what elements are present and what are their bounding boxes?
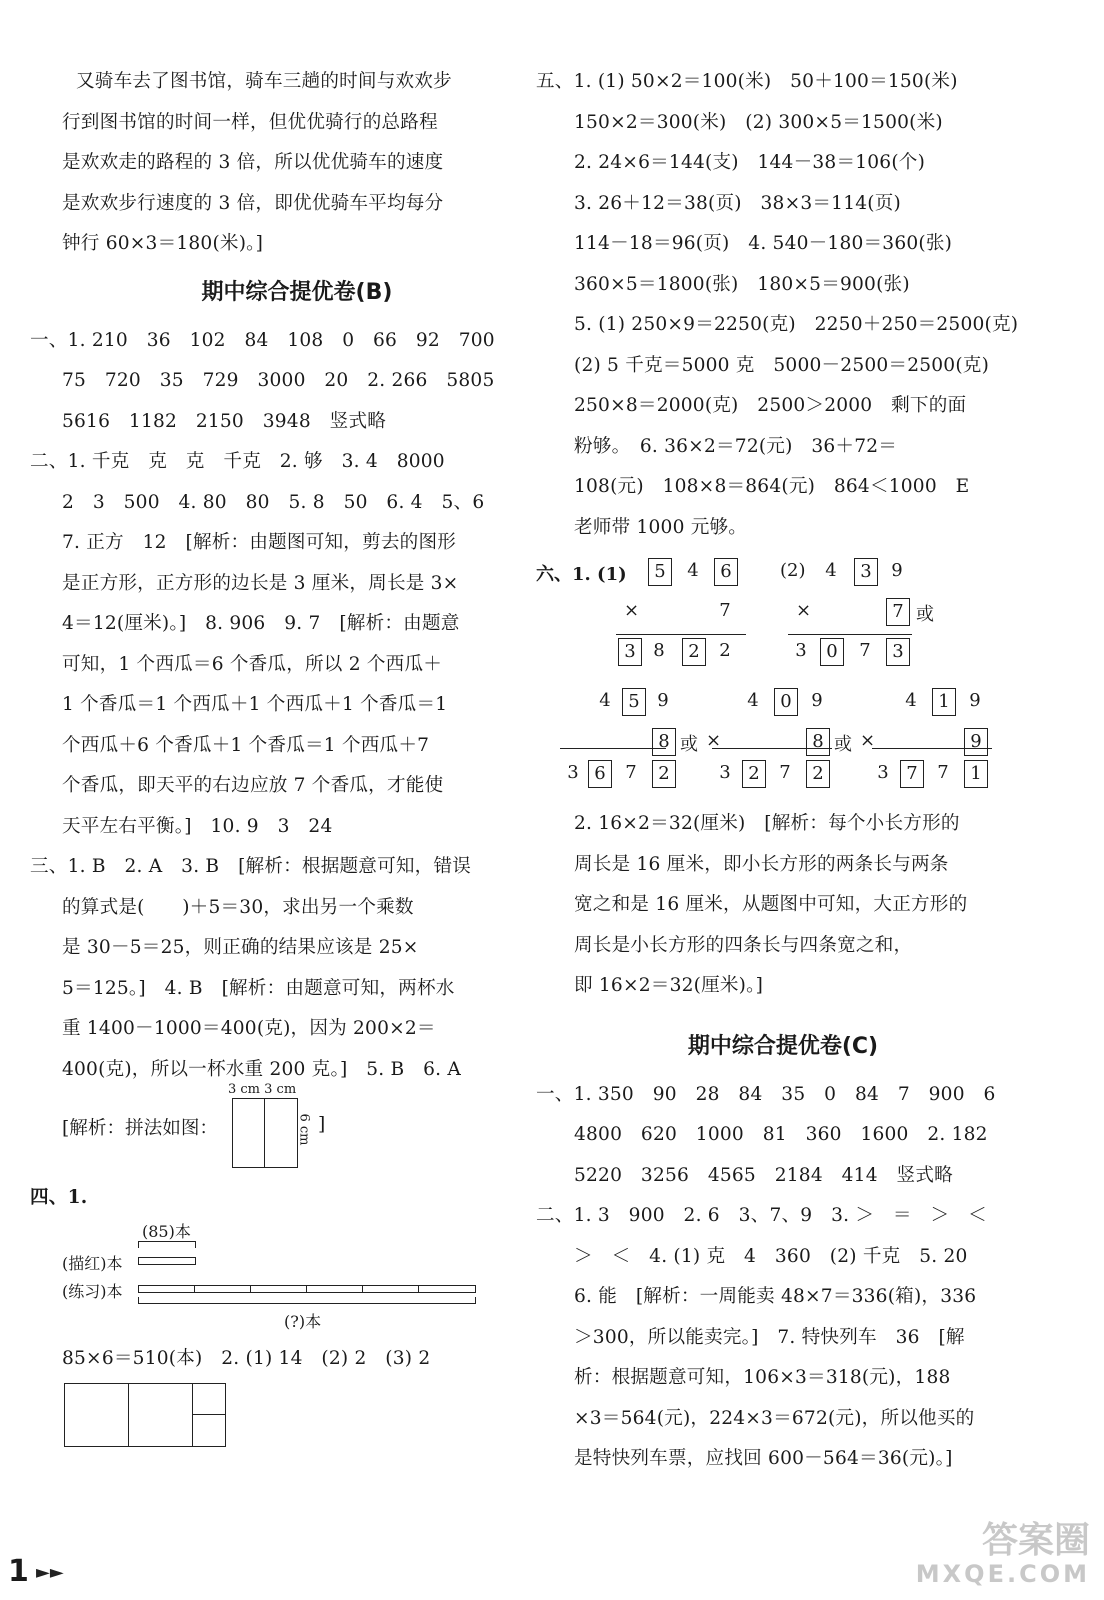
divider-3 <box>192 1414 225 1415</box>
digit-box: 6 <box>588 760 612 788</box>
digit-box: 5 <box>622 688 646 716</box>
digit-box: 2 <box>806 760 830 788</box>
digit: 7 <box>937 762 949 783</box>
digit-box: 1 <box>932 688 956 716</box>
text-line: 即 16×2＝32(厘米)。] <box>574 975 764 996</box>
digit: 4 <box>905 690 917 711</box>
digit: 3 <box>795 640 807 661</box>
c-section-1 <box>536 1075 1018 1197</box>
underline <box>872 748 992 749</box>
watermark-text: 答案圈 <box>981 1520 1090 1561</box>
text-line: 5. (1) 250×9＝2250(克) 2250＋250＝2500(克) <box>574 314 1019 335</box>
digit: 7 <box>859 640 871 661</box>
text-line: 一、1. 350 90 28 84 35 0 84 7 900 6 <box>536 1083 996 1105</box>
segment-divider <box>418 1285 419 1293</box>
right-column <box>536 62 1019 1480</box>
text-line: 360×5＝1800(张) 180×5＝900(张) <box>574 273 910 295</box>
digit-box: 7 <box>900 760 924 788</box>
brace-top <box>138 1241 196 1248</box>
figure-caption: [解析：拼法如图： <box>62 1118 219 1139</box>
b-section-1 <box>30 321 532 443</box>
text-line: ＞ ＜ 4. (1) 克 4 360 (2) 千克 5. 20 <box>574 1245 968 1267</box>
text-line: 周长是小长方形的四条长与四条宽之和， <box>574 934 913 956</box>
text-line: 是 30－5＝25，则正确的结果应该是 25× <box>62 937 419 958</box>
bar-lianxi <box>138 1285 476 1293</box>
text-line: 是欢欢步行速度的 3 倍，即优优骑车平均每分 <box>62 192 444 214</box>
watermark-url: MXQE.COM <box>915 1560 1090 1588</box>
combined-rectangle <box>232 1098 298 1168</box>
text-line: 85×6＝510(本) 2. (1) 14 (2) 2 (3) 2 <box>62 1347 431 1369</box>
segment-divider <box>362 1285 363 1293</box>
text-line: 析：根据题意可知，106×3＝318(元)，188 <box>574 1367 951 1388</box>
divider-2 <box>192 1383 193 1447</box>
digit-box: 6 <box>714 558 738 586</box>
row-label-lianxi: (练习)本 <box>62 1281 123 1301</box>
section-title-c: 期中综合提优卷(C) <box>687 1033 879 1059</box>
digit-box: 1 <box>964 760 988 788</box>
text-line: 二、1. 3 900 2. 6 3、7、9 3. ＞ ＝ ＞ ＜ <box>536 1205 987 1226</box>
text-line: 二、1. 千克 克 克 千克 2. 够 3. 4 8000 <box>30 451 445 472</box>
digit-box: 7 <box>886 598 910 626</box>
digit: 3 <box>877 762 889 783</box>
digit: 3 <box>719 762 731 783</box>
digit: 9 <box>811 690 823 711</box>
text-line: 75 720 35 729 3000 20 2. 266 5805 <box>62 370 495 391</box>
text-line: 4800 620 1000 81 360 1600 2. 182 <box>574 1124 988 1145</box>
segment-diagram <box>62 1219 532 1339</box>
text-line: 钟行 60×3＝180(米)。] <box>62 233 264 254</box>
text-line: 是欢欢走的路程的 3 倍，所以优优骑车的速度 <box>62 152 444 173</box>
page-number: 1 <box>8 1554 29 1589</box>
puzzle-e <box>878 684 1008 796</box>
text-line: 天平左右平衡。] 10. 9 3 24 <box>62 815 333 837</box>
text-line: 是正方形，正方形的边长是 3 厘米，周长是 3× <box>62 572 459 594</box>
divider-1 <box>128 1383 129 1447</box>
puzzle-a <box>624 554 744 674</box>
puzzle-c <box>566 684 722 796</box>
text-line: 行到图书馆的时间一样，但优优骑行的总路程 <box>62 111 438 133</box>
figure-top-label: 3 cm 3 cm <box>228 1082 297 1097</box>
text-line: 5＝125。] 4. B [解析：由题意可知，两杯水 <box>62 977 455 999</box>
digit: 9 <box>891 560 903 581</box>
digit-box: 2 <box>682 638 706 666</box>
text-line: 又骑车去了图书馆，骑车三趟的时间与欢欢步 <box>76 71 452 92</box>
digit-box: 2 <box>742 760 766 788</box>
text-line: ×3＝564(元)，224×3＝672(元)，所以他买的 <box>574 1407 975 1429</box>
text-line: 老师带 1000 元够。 <box>574 516 748 538</box>
underline <box>560 748 666 749</box>
b-section-4 <box>30 1178 532 1453</box>
text-line: 一、1. 210 36 102 84 108 0 66 92 700 <box>30 329 495 351</box>
rectangle-figure <box>62 1082 532 1178</box>
text-line: 周长是 16 厘米，即小长方形的两条长与两条 <box>574 853 949 875</box>
total-label: (?)本 <box>284 1311 322 1331</box>
text-line: 1 个香瓜＝1 个西瓜＋1 个西瓜＋1 个香瓜＝1 <box>62 694 448 715</box>
text-line: 108(元) 108×8＝864(元) 864＜1000 E <box>574 476 970 497</box>
watermark-logo <box>916 1522 1090 1588</box>
text-line: 7. 正方 12 [解析：由题图可知，剪去的图形 <box>62 532 457 553</box>
digit: 7 <box>779 762 791 783</box>
text-line: 个西瓜＋6 个香瓜＋1 个香瓜＝1 个西瓜＋7 <box>62 734 430 756</box>
digit: 8 <box>653 640 665 661</box>
text-line: 114－18＝96(页) 4. 540－180＝360(张) <box>574 233 953 254</box>
row-label-miaohong: (描红)本 <box>62 1253 123 1273</box>
or-label: 或 <box>834 734 852 755</box>
text-line: 4＝12(厘米)。] 8. 906 9. 7 [解析：由题意 <box>62 613 460 634</box>
text-line: (2) 5 千克＝5000 克 5000－2500＝2500(克) <box>574 354 990 376</box>
text-line: 250×8＝2000(克) 2500＞2000 剩下的面 <box>574 395 967 416</box>
digit: 3 <box>567 762 579 783</box>
text-line: 2 3 500 4. 80 80 5. 8 50 6. 4 5、6 <box>62 491 485 513</box>
text-line: 3. 26＋12＝38(页) 38×3＝114(页) <box>574 192 901 214</box>
digit: 7 <box>625 762 637 783</box>
text-line: 是特快列车票，应找回 600－564＝36(元)。] <box>574 1448 953 1469</box>
outer-rect <box>64 1383 226 1447</box>
b-section-6-2 <box>548 804 1018 1007</box>
segment-divider <box>306 1285 307 1293</box>
digit-box: 0 <box>774 688 798 716</box>
times-sign: × <box>706 730 722 751</box>
digit: 9 <box>657 690 669 711</box>
digit: 4 <box>599 690 611 711</box>
digit: 2 <box>719 640 731 661</box>
part-2-label: (2) <box>780 560 806 581</box>
b-section-3 <box>30 847 532 1090</box>
digit-box: 0 <box>820 638 844 666</box>
intro-paragraph <box>62 62 532 265</box>
or-label: 或 <box>680 734 698 755</box>
digit-box: 2 <box>652 760 676 788</box>
text-line: 5616 1182 2150 3948 竖式略 <box>62 410 387 432</box>
text-line: 6. 能 [解析：一周能卖 48×7＝336(箱)，336 <box>574 1286 977 1307</box>
times-sign: × <box>860 730 876 751</box>
text-line: 400(克)，所以一杯水重 200 克。] 5. B 6. A <box>62 1058 461 1080</box>
digit: 4 <box>825 560 837 581</box>
b-section-6-puzzles <box>536 554 1018 804</box>
c-section-2 <box>536 1196 1018 1480</box>
section-title-b: 期中综合提优卷(B) <box>201 279 393 305</box>
text-line: ＞300，所以能卖完。] 7. 特快列车 36 [解 <box>574 1326 965 1348</box>
digit-box: 8 <box>806 728 830 756</box>
brace-bottom <box>138 1297 476 1304</box>
text-line: 粉够。 6. 36×2＝72(元) 36＋72＝ <box>574 435 898 457</box>
or-label: 或 <box>916 604 934 625</box>
text-line: 五、1. (1) 50×2＝100(米) 50＋100＝150(米) <box>536 71 958 92</box>
digit: 4 <box>747 690 759 711</box>
digit-box: 3 <box>886 638 910 666</box>
segment-divider <box>250 1285 251 1293</box>
b-section-5 <box>536 62 1019 548</box>
digit-box: 3 <box>854 558 878 586</box>
rectangle-divider <box>264 1098 265 1168</box>
text-line: 个香瓜，即天平的右边应放 7 个香瓜，才能使 <box>62 775 444 796</box>
digit: 9 <box>969 690 981 711</box>
b-section-2 <box>30 442 532 847</box>
digit: 7 <box>719 600 731 621</box>
text-line: 重 1400－1000＝400(克)，因为 200×2＝ <box>62 1018 436 1039</box>
text-line: 三、1. B 2. A 3. B [解析：根据题意可知，错误 <box>30 856 472 877</box>
figure-side-label: 6 cm <box>296 1113 312 1146</box>
text-line: 可知，1 个西瓜＝6 个香瓜，所以 2 个西瓜＋ <box>62 653 443 675</box>
digit: 4 <box>687 560 699 581</box>
segment-divider <box>194 1285 195 1293</box>
digit-box: 8 <box>652 728 676 756</box>
puzzle-b <box>795 554 934 674</box>
digit-box: 9 <box>964 728 988 756</box>
puzzle-d <box>719 684 876 796</box>
segment-label: (85)本 <box>142 1221 191 1241</box>
digit-box: 5 <box>648 558 672 586</box>
text-line: 150×2＝300(米) (2) 300×5＝1500(米) <box>574 111 943 133</box>
left-column <box>30 62 532 1453</box>
text-line: 2. 24×6＝144(支) 144－38＝106(个) <box>574 152 926 173</box>
section-6-head: 六、1. (1) <box>536 564 627 585</box>
times-sign: × <box>796 600 812 621</box>
bar-miaohong <box>138 1257 196 1265</box>
text-line: 四、1. <box>30 1187 88 1208</box>
split-rectangle-figure <box>62 1383 532 1453</box>
page-arrows-icon: ►► <box>36 1562 64 1583</box>
digit-box: 3 <box>618 638 642 666</box>
underline <box>712 748 832 749</box>
text-line: 2. 16×2＝32(厘米) [解析：每个小长方形的 <box>574 813 960 834</box>
text-line: 宽之和是 16 厘米，从题图中可知，大正方形的 <box>574 894 968 915</box>
text-line: 的算式是( )＋5＝30，求出另一个乘数 <box>62 896 414 918</box>
figure-close: ] <box>318 1114 326 1135</box>
times-sign: × <box>624 600 640 621</box>
text-line: 5220 3256 4565 2184 414 竖式略 <box>574 1164 953 1186</box>
